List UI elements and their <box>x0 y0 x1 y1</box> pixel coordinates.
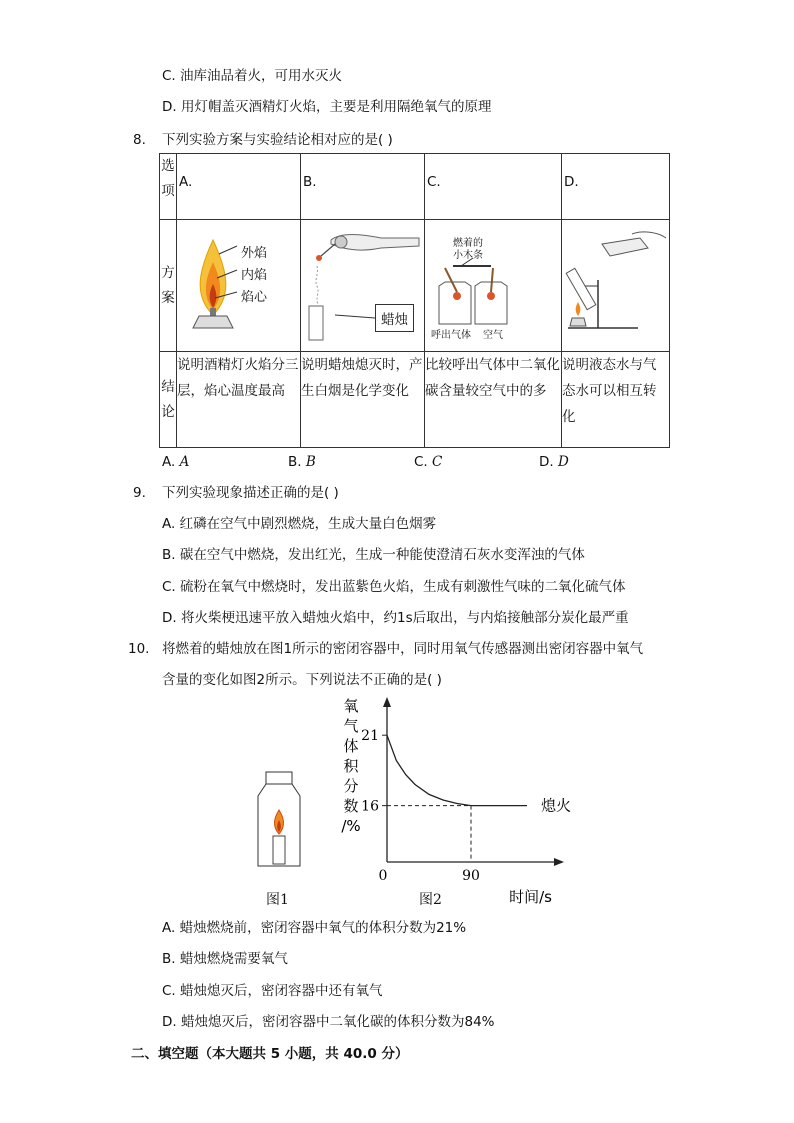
q8-answer-b <box>288 452 316 472</box>
answer-prefix: B. <box>288 454 306 470</box>
answer-prefix: D. <box>539 454 558 470</box>
answer-value: B <box>305 454 316 470</box>
q10-option-d: D. 蜡烛熄灭后，密闭容器中二氧化碳的体积分数为84% <box>162 1014 495 1030</box>
plan-d-figure <box>562 220 670 352</box>
y-axis-label-char: 体 <box>343 737 359 755</box>
y-tick-label: 16 <box>361 798 379 815</box>
label-wood-stick: 小木条 <box>453 250 483 261</box>
q10-option-b: B. 蜡烛燃烧需要氧气 <box>162 951 288 967</box>
q8-answer-c <box>414 452 442 472</box>
answer-prefix: C. <box>414 454 433 470</box>
y-axis-label-char: /% <box>341 817 361 835</box>
y-tick-label: 21 <box>361 728 379 745</box>
conclusion-d: 说明液态水与气态水可以相互转化 <box>562 352 670 448</box>
y-axis-label-char: 数 <box>343 797 359 815</box>
origin-label: 0 <box>378 868 388 884</box>
option-c-prev: C. 油库油品着火，可用水灭火 <box>162 68 343 84</box>
sealed-jar-candle-figure <box>250 770 310 870</box>
plan-c-figure <box>425 220 562 352</box>
oxygen-series-line <box>387 735 527 805</box>
y-axis-arrow <box>383 697 391 707</box>
header-plan <box>160 220 177 352</box>
label-inner-flame: 内焰 <box>241 268 268 283</box>
extinguish-annotation: 熄火 <box>541 796 572 815</box>
y-axis-label-char: 积 <box>343 757 359 775</box>
figure1-label: 图1 <box>266 892 289 908</box>
q9-option-b: B. 碳在空气中燃烧，发出红光，生成一种能使澄清石灰水变浑浊的气体 <box>162 547 585 563</box>
q8-table <box>159 153 670 448</box>
col-b-letter: B. <box>301 154 425 220</box>
label-air: 空气 <box>483 330 503 341</box>
plan-a-figure <box>177 220 301 352</box>
plan-b-figure <box>301 220 425 352</box>
q10-text-line1: 将燃着的蜡烛放在图1所示的密闭容器中，同时用氧气传感器测出密闭容器中氧气 <box>162 641 644 657</box>
col-c-letter: C. <box>425 154 562 220</box>
conclusion-a: 说明酒精灯火焰分三层，焰心温度最高 <box>177 352 301 448</box>
answer-value: A <box>179 454 190 470</box>
label-outer-flame: 外焰 <box>241 246 268 261</box>
label-burning: 燃着的 <box>453 238 483 249</box>
q10-option-c: C. 蜡烛熄灭后，密闭容器中还有氧气 <box>162 983 383 999</box>
figure2-label: 图2 <box>419 892 442 908</box>
label-exhaled-gas: 呼出气体 <box>431 330 471 341</box>
y-axis-label-char: 气 <box>343 717 359 735</box>
x-axis-label: 时间/s <box>509 888 552 906</box>
q9-number: 9. <box>133 485 146 501</box>
x-axis-arrow <box>554 858 564 866</box>
q8-number: 8. <box>133 132 146 148</box>
q9-text: 下列实验现象描述正确的是( ) <box>162 485 339 501</box>
header-conclusion-text: 结 论 <box>161 378 175 420</box>
label-candle: 蜡烛 <box>375 304 414 332</box>
q8-answer-a <box>162 452 189 472</box>
q8-answer-d <box>539 452 569 472</box>
q9-option-c: C. 硫粉在氧气中燃烧时，发出蓝紫色火焰，生成有刺激性气味的二氧化硫气体 <box>162 579 626 595</box>
header-option-text: 选 项 <box>161 158 175 199</box>
q10-option-a: A. 蜡烛燃烧前，密闭容器中氧气的体积分数为21% <box>162 920 467 936</box>
col-d-letter: D. <box>562 154 670 220</box>
q10-text-line2: 含量的变化如图2所示。下列说法不正确的是( ) <box>162 672 442 688</box>
y-axis-label-char: 氧 <box>343 697 359 715</box>
header-option <box>160 154 177 220</box>
label-flame-core: 焰心 <box>241 290 268 305</box>
header-conclusion <box>160 352 177 448</box>
water-vapor-apparatus-diagram <box>562 220 667 347</box>
q9-option-d: D. 将火柴梗迅速平放入蜡烛火焰中，约1s后取出，与内焰接触部分炭化最严重 <box>162 610 629 626</box>
option-d-prev: D. 用灯帽盖灭酒精灯火焰，主要是利用隔绝氧气的原理 <box>162 99 492 115</box>
header-plan-text: 方 案 <box>161 264 175 306</box>
q9-option-a: A. 红磷在空气中剧烈燃烧，生成大量白色烟雾 <box>162 516 437 532</box>
x-tick-label: 90 <box>462 868 480 884</box>
section-title: 二、填空题（本大题共 5 小题，共 40.0 分） <box>131 1046 409 1062</box>
alcohol-lamp-flame-diagram <box>177 220 298 347</box>
conclusion-b: 说明蜡烛熄灭时，产生白烟是化学变化 <box>301 352 425 448</box>
col-a-letter: A. <box>177 154 301 220</box>
y-axis-label-char: 分 <box>343 777 359 795</box>
conclusion-c: 比较呼出气体中二氧化碳含量较空气中的多 <box>425 352 562 448</box>
answer-value: C <box>432 454 443 470</box>
answer-value: D <box>557 454 569 470</box>
q10-number: 10. <box>128 641 150 657</box>
oxygen-content-chart <box>335 695 572 910</box>
answer-prefix: A. <box>162 454 180 470</box>
q8-text: 下列实验方案与实验结论相对应的是( ) <box>162 132 393 148</box>
